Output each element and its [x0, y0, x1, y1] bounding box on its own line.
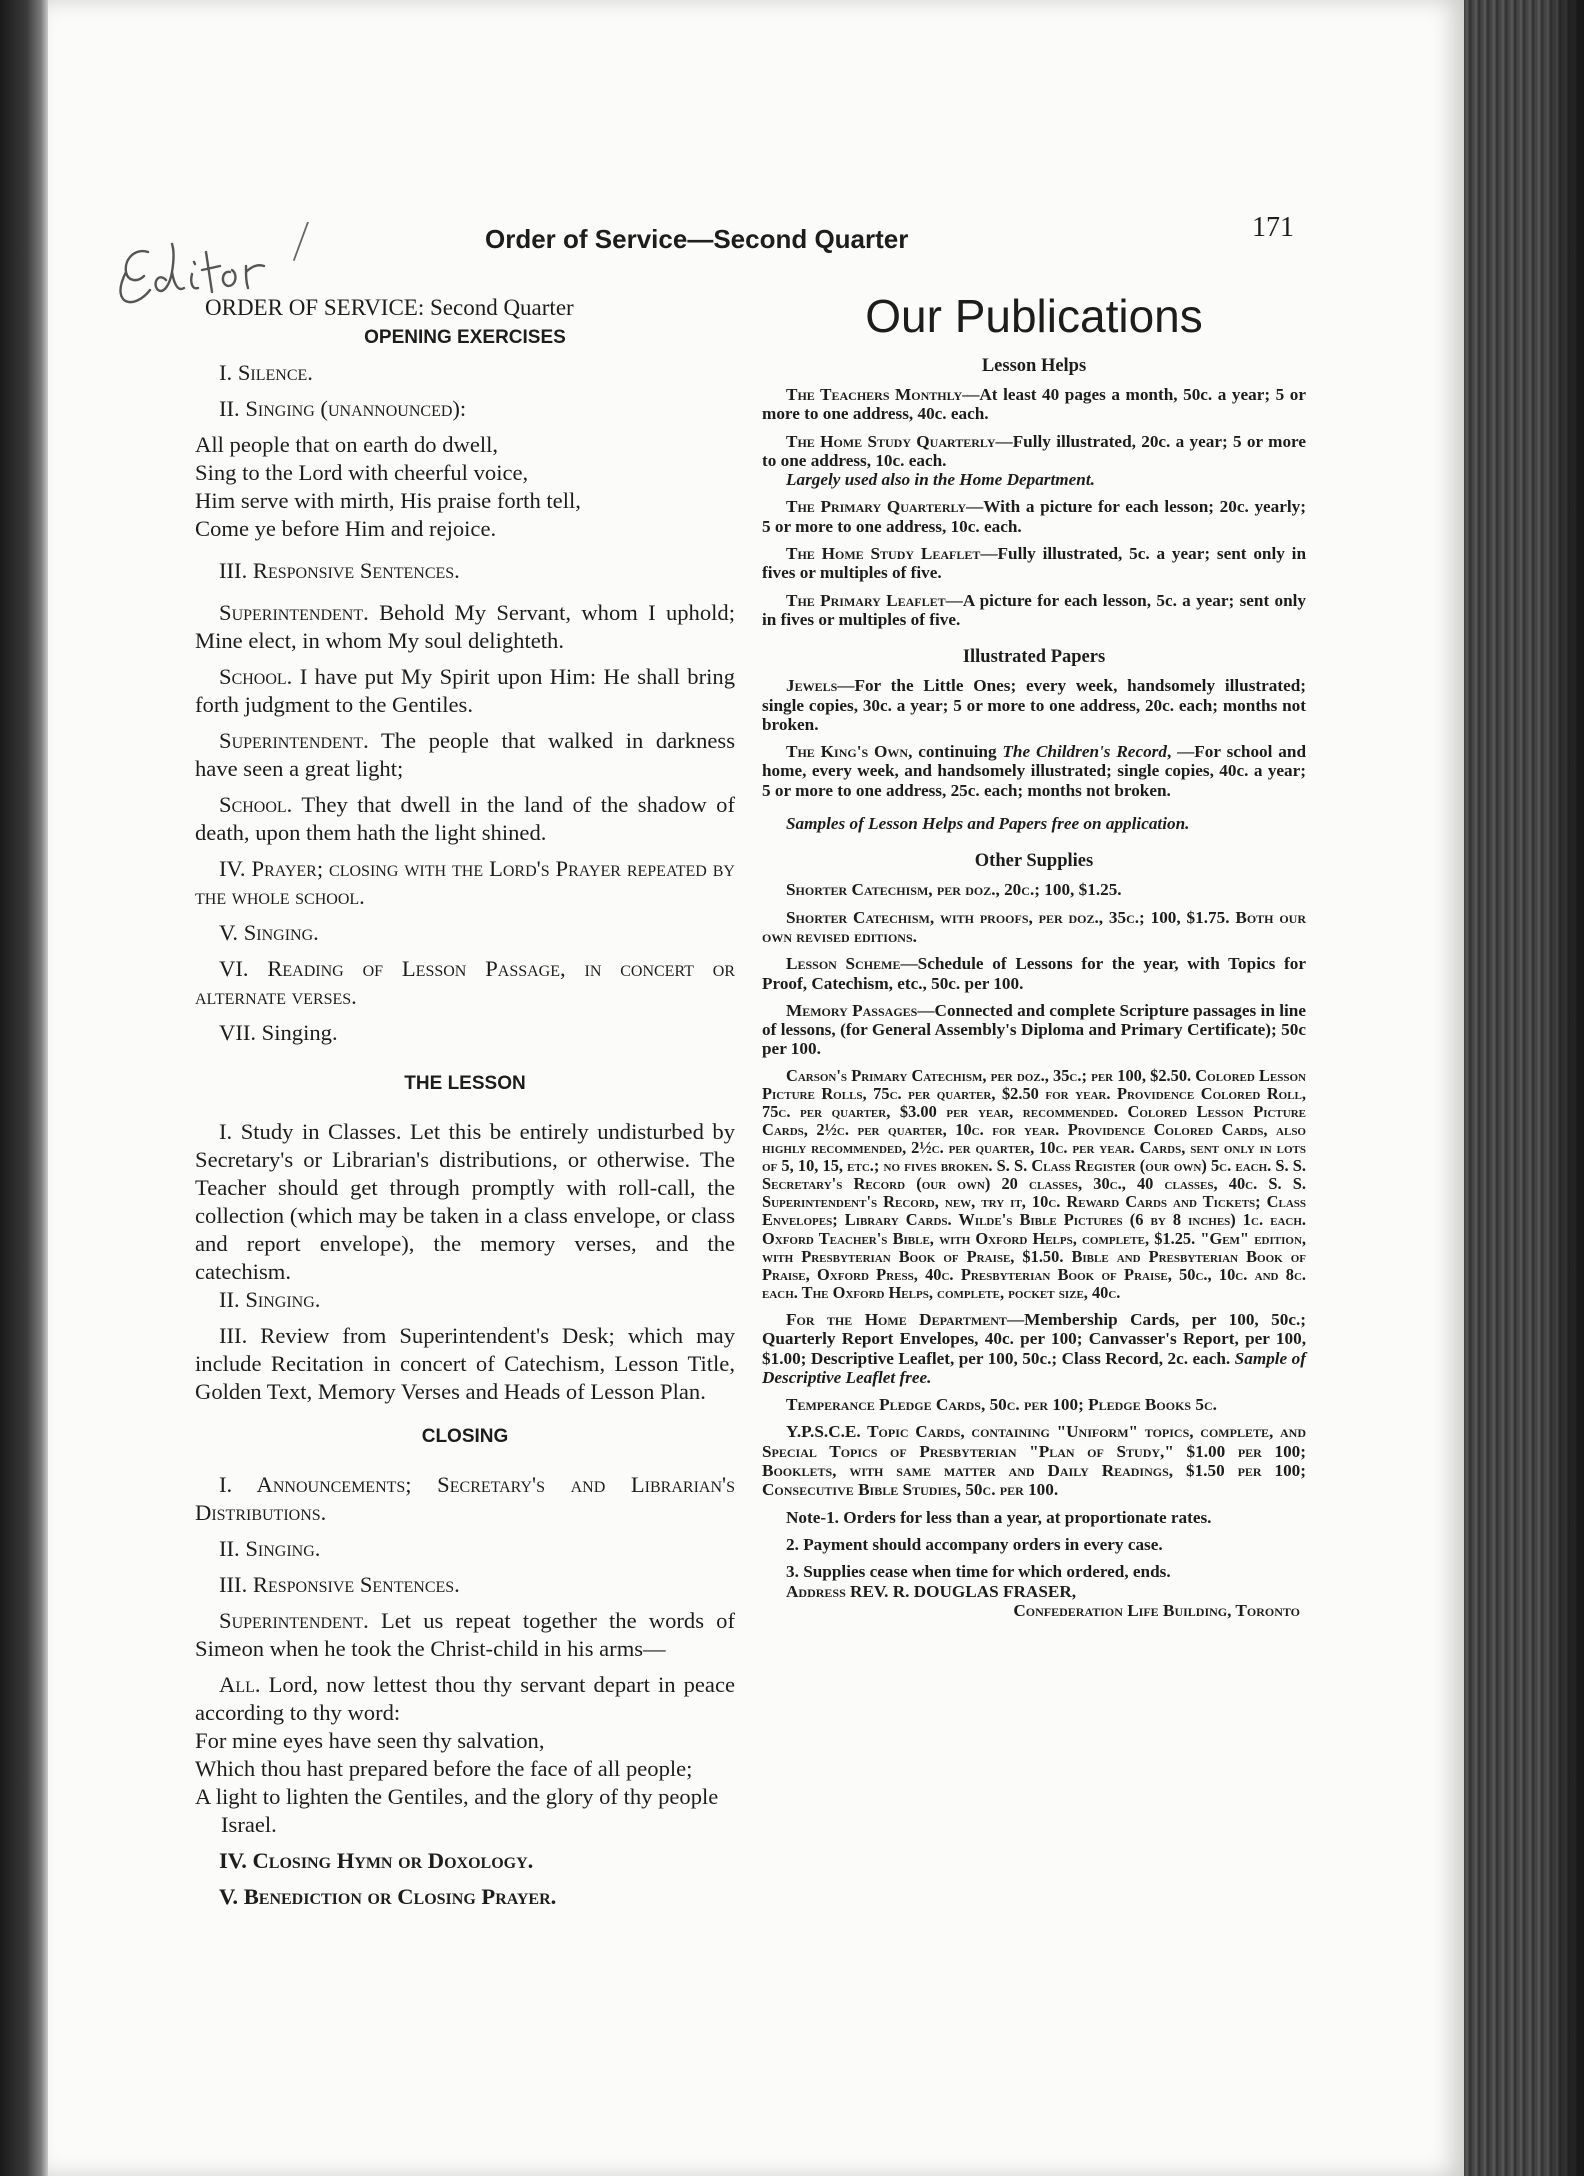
publication-entry — [762, 591, 1306, 630]
supply-name: Memory Passages — [786, 1000, 918, 1020]
opening-item-silence — [195, 359, 735, 387]
our-publications-title: Our Publications — [865, 290, 1203, 342]
address-line: Confederation Life Building, Toronto — [1013, 1600, 1300, 1620]
canticle-line: For mine eyes have seen thy salvation, — [195, 1728, 545, 1753]
publication-text: —Fully illustrated, 5c. a year; sent only in fives or multiples of five. — [762, 544, 1306, 583]
closing-responsive-sentence — [195, 1607, 735, 1663]
sentence-text: I have put My Spirit upon Him: He shall bring forth judgment to the Gentiles. — [195, 664, 735, 717]
opening-item-prayer: IV. Prayer; closing with the Lord's Prayer repeated by the whole school. — [195, 856, 735, 909]
canticle-line: Which thou hast prepared before the face of all people; — [195, 1756, 693, 1781]
speaker-label: All. — [219, 1672, 261, 1697]
hymn-verse — [195, 431, 735, 543]
responsive-sentence — [195, 727, 735, 783]
lesson-helps-heading: Lesson Helps — [981, 356, 1087, 376]
publication-text: —Fully illustrated, 20c. a year; 5 or more to one address, 10c. each. — [762, 431, 1306, 470]
order-note: 3. Supplies cease when time for which ordered, ends. — [786, 1562, 1171, 1582]
publication-name: The Teachers Monthly — [786, 385, 963, 404]
lesson-item-review: III. Review from Superintendent's Desk; which may include Recitation in concert of Catechism, Lesson Title, Golden Text, Memory Verses and Heads of Lesson Plan. — [195, 1323, 735, 1404]
running-header-title: Order of Service—Second Quarter — [485, 224, 909, 254]
sentence-text: Lord, now lettest thou thy servant depart in peace according to thy word: — [195, 1672, 736, 1725]
supply-entry: Temperance Pledge Cards, 50c. per 100; Pledge Books 5c. — [786, 1395, 1217, 1415]
order-of-service-column — [195, 293, 735, 1911]
publication-name: The King's Own — [786, 742, 909, 762]
closing-item-hymn: IV. Closing Hymn or Doxology. — [219, 1848, 534, 1873]
supply-entry-catalogue: Carson's Primary Catechism, per doz., 35c.; per 100, $2.50. Colored Lesson Picture Rolls, 75c. per quarter, $2.50 for year. Providence Colored Roll, 75c. per quarter, $3.00 per year, recommended. Colored Lesson Picture Cards, 2½c. per quarter, 10c. for year. Providence Colored Cards, also highly recommended, 2½c. per quarter, 10c. per year. Cards, sent only in lots of 5, 10, 15, etc.; no fives broken. S. S. Class Register (our own) 5c. each. S. S. Secretary's Record (our own) 20 classes, 30c., 40 classes, 40c. S. S. Superintendent's Record, new, try it, 10c. Reward Cards and Tickets; Class Envelopes; Library Cards. Wilde's Bible Pictures (6 by 8 inches) 1c. each. Oxford Teacher's Bible, with Oxford Helps, complete, $1.25. "Gem" edition, with Presbyterian Book of Praise, $1.50. Bible and Presbyterian Book of Praise, Oxford Press, 40c. Presbyterian Book of Praise, 50c., 10c. and 8c. each. The Oxford Helps, complete, pocket size, 40c. — [762, 1065, 1306, 1302]
closing-item-singing: II. Singing. — [219, 1536, 321, 1561]
speaker-label: School. — [219, 792, 293, 817]
closing-heading: CLOSING — [421, 1426, 509, 1447]
publication-name: The Home Study Quarterly — [786, 431, 996, 451]
responsive-sentence — [195, 663, 735, 719]
publication-entry — [762, 385, 1306, 424]
scan-left-edge — [0, 0, 48, 2176]
supply-entry — [762, 1310, 1306, 1387]
sentence-text: Let us repeat together the words of Simeon when he took the Christ-child in his arms— — [195, 1608, 735, 1661]
closing-item-responsive: III. Responsive Sentences. — [219, 1572, 460, 1597]
supply-name: For the Home Department — [786, 1309, 1007, 1329]
sentence-text: Behold My Servant, whom I uphold; Mine elect, in whom My soul delighteth. — [195, 600, 735, 653]
page-number: 171 — [1252, 212, 1294, 243]
hymn-line: Come ye before Him and rejoice. — [195, 516, 497, 541]
opening-item-singing-2: V. Singing. — [219, 920, 319, 945]
publication-text: —With a picture for each lesson; 20c. yearly; 5 or more to one address, 10c. each. — [762, 497, 1306, 536]
publication-note: Largely used also in the Home Department. — [786, 470, 1095, 490]
our-publications-column — [762, 288, 1306, 1620]
publication-text: —At least 40 pages a month, 50c. a year; 5 or more to one address, 40c. each. — [762, 385, 1306, 424]
lesson-item-study: I. Study in Classes. Let this be entirely undisturbed by Secretary's or Librarian's distributions, or otherwise. The Teacher should get through promptly with roll-call, the collection (which may be taken in a class envelope, or class and report envelope), the memory verses, and the catechism. — [195, 1119, 735, 1284]
publication-entry — [762, 676, 1306, 734]
hymn-line: All people that on earth do dwell, — [195, 432, 499, 457]
publication-text-italic: The Children's Record — [1002, 742, 1167, 762]
speaker-label: Superintendent. — [219, 728, 369, 753]
book-page-edges — [1464, 0, 1584, 2176]
illustrated-papers-heading: Illustrated Papers — [962, 647, 1106, 668]
responsive-sentence — [195, 791, 735, 847]
publication-name: The Home Study Leaflet — [786, 544, 981, 564]
publication-text: —A picture for each lesson, 5c. a year; sent only in fives or multiples of five. — [762, 590, 1307, 629]
opening-item-singing-3: VII. Singing. — [219, 1020, 338, 1045]
publication-text: , continuing — [908, 742, 1003, 762]
samples-note: Samples of Lesson Helps and Papers free on application. — [786, 814, 1190, 834]
supply-name: Lesson Scheme — [786, 954, 901, 974]
the-lesson-heading: THE LESSON — [404, 1073, 526, 1094]
lesson-item-singing: II. Singing. — [219, 1287, 321, 1312]
publication-name: The Primary Leaflet — [786, 590, 946, 610]
speaker-label: Superintendent. — [219, 1608, 369, 1633]
item-text: I. Silence. — [219, 360, 313, 385]
order-of-service-title: ORDER OF SERVICE: Second Quarter — [205, 295, 574, 320]
speaker-label: School. — [219, 664, 293, 689]
order-note: 2. Payment should accompany orders in every case. — [786, 1534, 1163, 1554]
order-note: Note-1. Orders for less than a year, at proportionate rates. — [786, 1507, 1212, 1527]
address-line: Address REV. R. DOUGLAS FRASER, — [786, 1581, 1077, 1601]
canticle-line: A light to lighten the Gentiles, and the glory of thy people Israel. — [195, 1784, 719, 1837]
publication-entry — [762, 497, 1306, 536]
closing-item-benediction: V. Benediction or Closing Prayer. — [219, 1884, 557, 1909]
supply-note: Sample of Descriptive Leaflet free. — [762, 1348, 1306, 1387]
closing-responsive-sentence — [195, 1671, 735, 1727]
supply-entry — [762, 954, 1306, 993]
hymn-line: Sing to the Lord with cheerful voice, — [195, 460, 529, 485]
supply-entry: Shorter Catechism, per doz., 20c.; 100, $1.25. — [786, 880, 1122, 900]
supply-entry — [762, 1001, 1306, 1059]
item-text: II. Singing (unannounced): — [219, 396, 467, 421]
publication-text: , —For school and home, every week, and handsomely illustrated; single copies, 40c. a year; 5 or more to one address, 25c. each; months not broken. — [762, 742, 1306, 800]
speaker-label: Superintendent. — [219, 600, 369, 625]
publication-text: —For the Little Ones; every week, handsomely illustrated; single copies, 30c. a year; 5 or more to one address, 20c. each; months not broken. — [762, 676, 1306, 734]
hymn-line: Him serve with mirth, His praise forth tell, — [195, 488, 581, 513]
sentence-text: The people that walked in darkness have seen a great light; — [195, 728, 735, 781]
publication-name: The Primary Quarterly — [786, 497, 967, 517]
opening-item-responsive: III. Responsive Sentences. — [219, 558, 460, 583]
sentence-text: They that dwell in the land of the shadow of death, upon them hath the light shined. — [195, 792, 735, 845]
publication-name: Jewels — [786, 676, 838, 696]
closing-item-announcements: I. Announcements; Secretary's and Librarian's Distributions. — [195, 1472, 735, 1525]
other-supplies-heading: Other Supplies — [974, 851, 1094, 872]
supply-text: —Membership Cards, per 100, 50c.; Quarterly Report Envelopes, 40c. per 100; Canvasser's Report, per 100, $1.00; Descriptive Leaflet, per 100, 50c.; Class Record, 2c. each. — [762, 1309, 1306, 1368]
nunc-dimittis — [195, 1727, 735, 1839]
opening-item-singing — [195, 395, 735, 423]
publication-entry — [762, 742, 1306, 800]
opening-item-reading: VI. Reading of Lesson Passage, in concert or alternate verses. — [195, 956, 735, 1009]
responsive-sentence — [195, 599, 735, 655]
supply-text: —Connected and complete Scripture passages in line of lessons, (for General Assembly's Diploma and Primary Certificate); 50c per 100. — [762, 1000, 1306, 1059]
supply-entry: Y.P.S.C.E. Topic Cards, containing "Uniform" topics, complete, and Special Topics of Presbyterian "Plan of Study," $1.00 per 100; Booklets, with same matter and Daily Readings, $1.50 per 100; Consecutive Bible Studies, 50c. per 100. — [762, 1422, 1306, 1500]
supply-text: —Schedule of Lessons for the year, with Topics for Proof, Catechism, etc., 50c. per 100. — [762, 954, 1306, 993]
supply-entry: Shorter Catechism, with proofs, per doz., 35c.; 100, $1.75. Both our own revised editions. — [762, 907, 1306, 946]
opening-exercises-heading: OPENING EXERCISES — [364, 327, 566, 348]
publication-entry — [762, 544, 1306, 583]
publication-entry — [762, 432, 1306, 471]
